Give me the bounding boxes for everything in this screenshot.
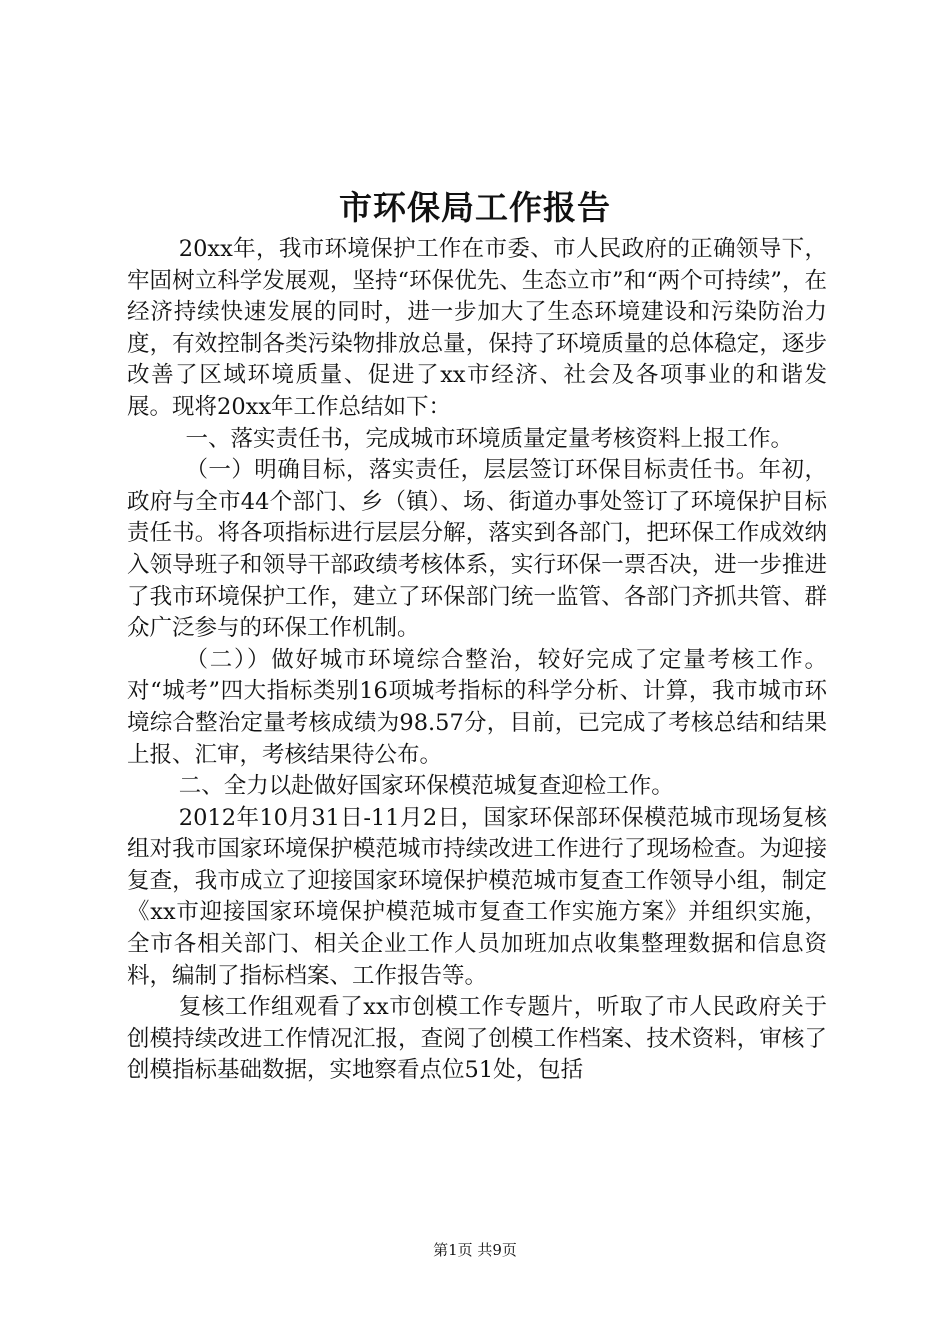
paragraph-intro: 20xx年，我市环境保护工作在市委、市人民政府的正确领导下，牢固树立科学发展观，坚持“环保优先、生态立市”和“两个可持续”，在经济持续快速发展的同时，进一步加大了生态环境建设和污染防治力度，有效控制各类污染物排放总量，保持了环境质量的总体稳定，逐步改善了区域环境质量、促进了xx市经济、社会及各项事业的和谐发展。现将20xx年工作总结如下： xyxy=(127,236,827,420)
section-heading-1: 一、落实责任书，完成城市环境质量定量考核资料上报工作。 xyxy=(185,425,794,452)
paragraph-subsection-1: （一）明确目标，落实责任，层层签订环保目标责任书。年初，政府与全市44个部门、乡（镇）、场、街道办事处签订了环境保护目标责任书。将各项指标进行层层分解，落实到各部门，把环保工作成效纳入领导班子和领导干部政绩考核体系，实行环保一票否决，进一步推进了我市环境保护工作，建立了环保部门统一监管、各部门齐抓共管、群众广泛参与的环保工作机制。 xyxy=(127,457,827,642)
section-heading-2: 二、全力以赴做好国家环保模范城复查迎检工作。 xyxy=(178,773,674,800)
paragraph-inspection: 2012年10月31日-11月2日，国家环保部环保模范城市现场复核组对我市国家环境保护模范城市持续改进工作进行了现场检查。为迎接复查，我市成立了迎接国家环境保护模范城市复查工作领导小组，制定《xx市迎接国家环境保护模范城市复查工作实施方案》并组织实施，全市各相关部门、相关企业工作人员加班加点收集整理数据和信息资料，编制了指标档案、工作报告等。 xyxy=(127,804,827,989)
document-body xyxy=(127,234,827,1087)
page-number-footer: 第1页 共9页 xyxy=(433,1241,517,1259)
paragraph-subsection-2: （二））做好城市环境综合整治，较好完成了定量考核工作。对“城考”四大指标类别16项城考指标的科学分析、计算，我市城市环境综合整治定量考核成绩为98.57分，目前，已完成了考核总结和结果上报、汇审，考核结果待公布。 xyxy=(127,646,827,768)
document-title: 市环保局工作报告 xyxy=(339,188,611,227)
paragraph-review: 复核工作组观看了xx市创模工作专题片，听取了市人民政府关于创模持续改进工作情况汇报，查阅了创模工作档案、技术资料，审核了创模指标基础数据，实地察看点位51处，包括 xyxy=(127,994,827,1084)
